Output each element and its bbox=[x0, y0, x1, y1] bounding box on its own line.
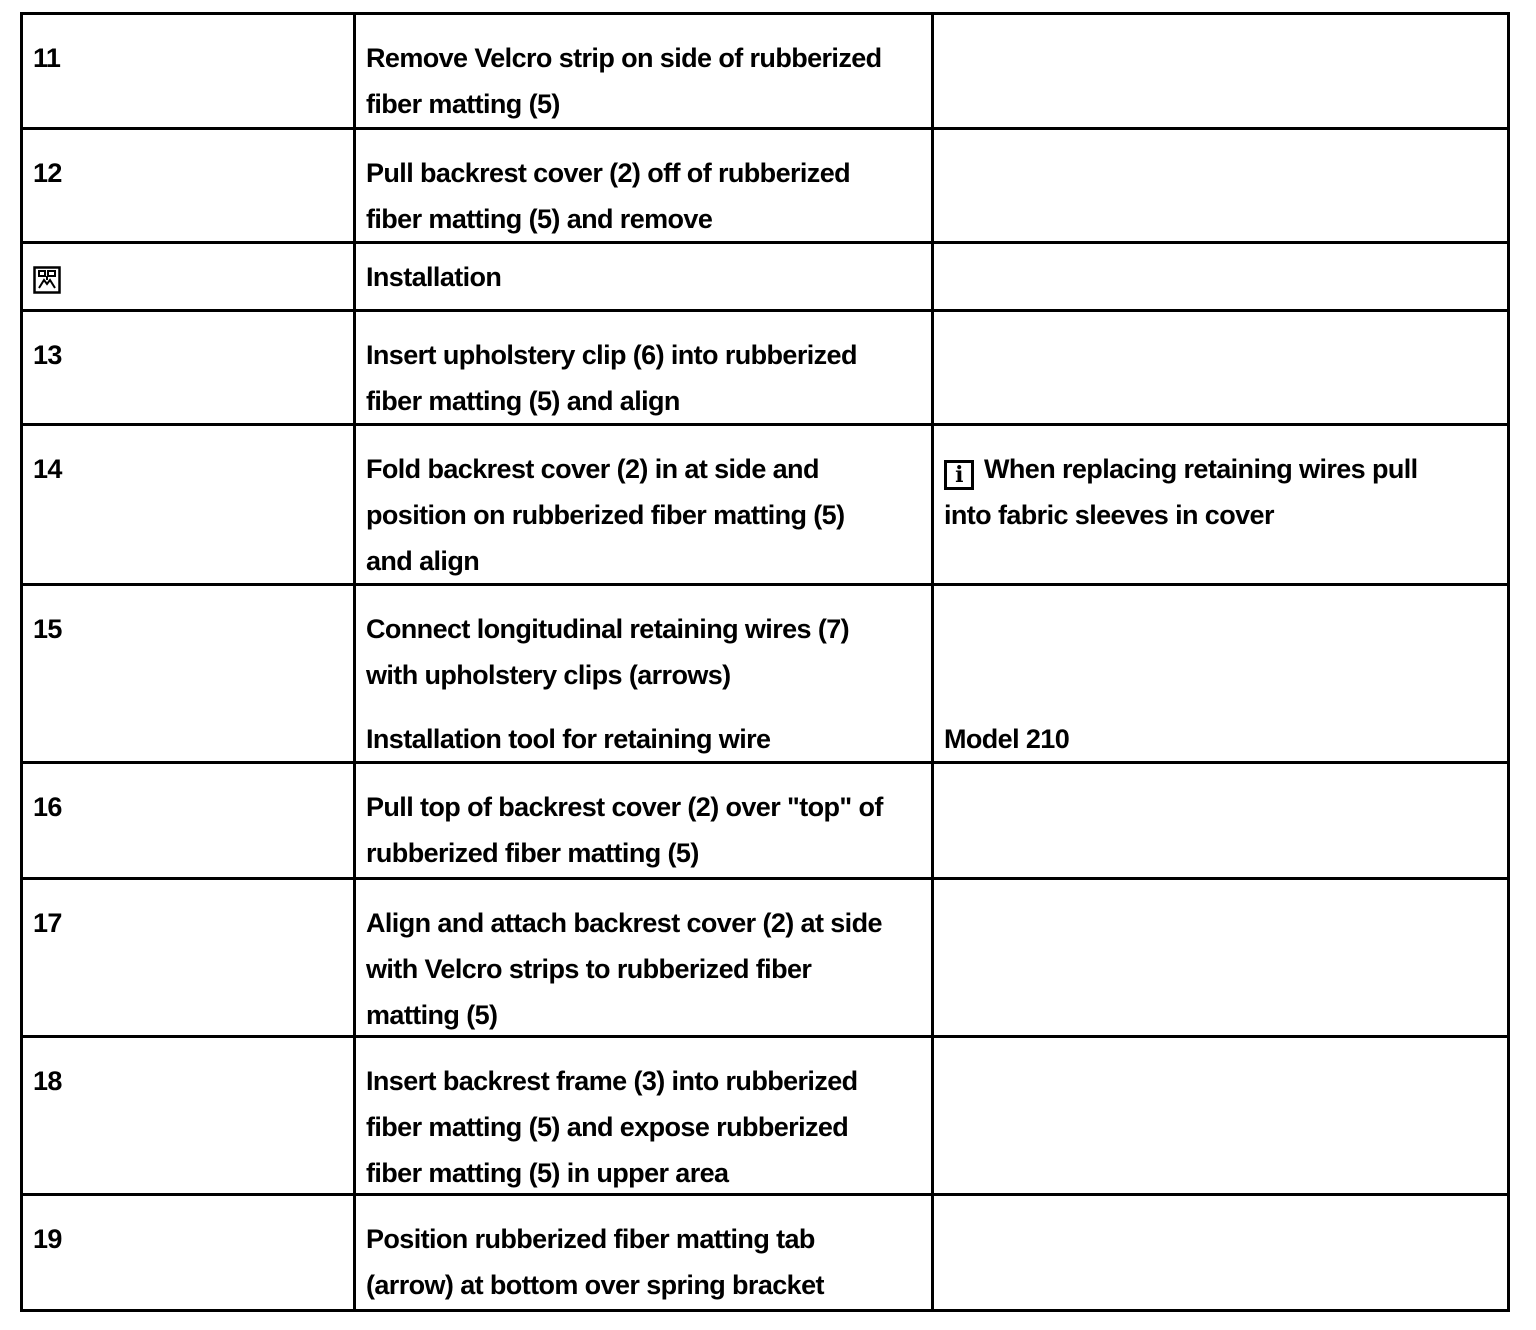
table-row-step-19 bbox=[23, 1196, 1507, 1309]
note-text: When replacing retaining wires pull bbox=[984, 454, 1418, 484]
instruction-line: (arrow) at bottom over spring bracket bbox=[366, 1270, 824, 1300]
step-number: 17 bbox=[33, 908, 62, 938]
note-cell bbox=[934, 1038, 1507, 1193]
instruction-line: rubberized fiber matting (5) bbox=[366, 838, 699, 868]
instruction-line: and align bbox=[366, 546, 480, 576]
step-number: 16 bbox=[33, 792, 62, 822]
instruction-line: Pull top of backrest cover (2) over "top" of bbox=[366, 792, 883, 822]
note-cell bbox=[934, 426, 1507, 583]
instruction-line: Remove Velcro strip on side of rubberized bbox=[366, 43, 882, 73]
procedure-table bbox=[20, 12, 1510, 1312]
step-icon-cell bbox=[23, 244, 356, 309]
instruction-line: fiber matting (5) and expose rubberized bbox=[366, 1112, 849, 1142]
step-number: 14 bbox=[33, 454, 62, 484]
note-cell bbox=[934, 880, 1507, 1035]
step-number-cell bbox=[23, 15, 356, 127]
info-icon: i bbox=[944, 460, 974, 490]
instruction-line: position on rubberized fiber matting (5) bbox=[366, 500, 845, 530]
step-number-cell bbox=[23, 586, 356, 761]
instruction-line: Connect longitudinal retaining wires (7) bbox=[366, 614, 850, 644]
instruction-line: Position rubberized fiber matting tab bbox=[366, 1224, 815, 1254]
step-number-cell bbox=[23, 1196, 356, 1309]
step-number: 12 bbox=[33, 158, 62, 188]
instruction-line: fiber matting (5) and align bbox=[366, 386, 680, 416]
instruction-cell bbox=[356, 1038, 934, 1193]
table-row-step-14 bbox=[23, 426, 1507, 586]
table-row-step-18 bbox=[23, 1038, 1507, 1196]
special-tool-line: Installation tool for retaining wire bbox=[366, 724, 771, 754]
table-row-step-12 bbox=[23, 130, 1507, 244]
installation-symbol-icon bbox=[33, 262, 61, 290]
note-cell bbox=[934, 15, 1507, 127]
instruction-line: with upholstery clips (arrows) bbox=[366, 660, 731, 690]
table-row-step-15 bbox=[23, 586, 1507, 764]
instruction-cell bbox=[356, 1196, 934, 1309]
tool-model-text: Model 210 bbox=[944, 724, 1070, 754]
note-cell bbox=[934, 130, 1507, 241]
instruction-line: fiber matting (5) bbox=[366, 89, 560, 119]
instruction-cell bbox=[356, 880, 934, 1035]
instruction-line: Pull backrest cover (2) off of rubberized bbox=[366, 158, 851, 188]
step-number: 11 bbox=[33, 43, 61, 73]
table-row-installation bbox=[23, 244, 1507, 312]
instruction-line: Insert backrest frame (3) into rubberized bbox=[366, 1066, 858, 1096]
step-number-cell bbox=[23, 880, 356, 1035]
instruction-cell bbox=[356, 244, 934, 309]
step-number-cell bbox=[23, 1038, 356, 1193]
instruction-line: Align and attach backrest cover (2) at side bbox=[366, 908, 882, 938]
section-heading: Installation bbox=[366, 262, 502, 292]
step-number-cell bbox=[23, 426, 356, 583]
instruction-cell bbox=[356, 312, 934, 423]
step-number-cell bbox=[23, 312, 356, 423]
step-number: 18 bbox=[33, 1066, 62, 1096]
note-line bbox=[944, 446, 1497, 492]
instruction-line: Fold backrest cover (2) in at side and bbox=[366, 454, 819, 484]
note-line: into fabric sleeves in cover bbox=[944, 500, 1274, 530]
table-row-step-17 bbox=[23, 880, 1507, 1038]
step-number-cell bbox=[23, 130, 356, 241]
note-cell bbox=[934, 586, 1507, 761]
step-number: 15 bbox=[33, 614, 62, 644]
instruction-line: Insert upholstery clip (6) into rubberized bbox=[366, 340, 857, 370]
note-cell bbox=[934, 244, 1507, 309]
instruction-line: fiber matting (5) in upper area bbox=[366, 1158, 729, 1188]
instruction-cell bbox=[356, 586, 934, 761]
instruction-cell bbox=[356, 130, 934, 241]
note-cell bbox=[934, 312, 1507, 423]
instruction-cell bbox=[356, 764, 934, 877]
instruction-cell bbox=[356, 426, 934, 583]
step-number-cell bbox=[23, 764, 356, 877]
note-cell bbox=[934, 1196, 1507, 1309]
instruction-line: with Velcro strips to rubberized fiber bbox=[366, 954, 812, 984]
table-row-step-11 bbox=[23, 15, 1507, 130]
instruction-line: fiber matting (5) and remove bbox=[366, 204, 713, 234]
table-row-step-16 bbox=[23, 764, 1507, 880]
instruction-line: matting (5) bbox=[366, 1000, 498, 1030]
instruction-cell bbox=[356, 15, 934, 127]
note-cell bbox=[934, 764, 1507, 877]
table-row-step-13 bbox=[23, 312, 1507, 426]
step-number: 13 bbox=[33, 340, 62, 370]
step-number: 19 bbox=[33, 1224, 62, 1254]
